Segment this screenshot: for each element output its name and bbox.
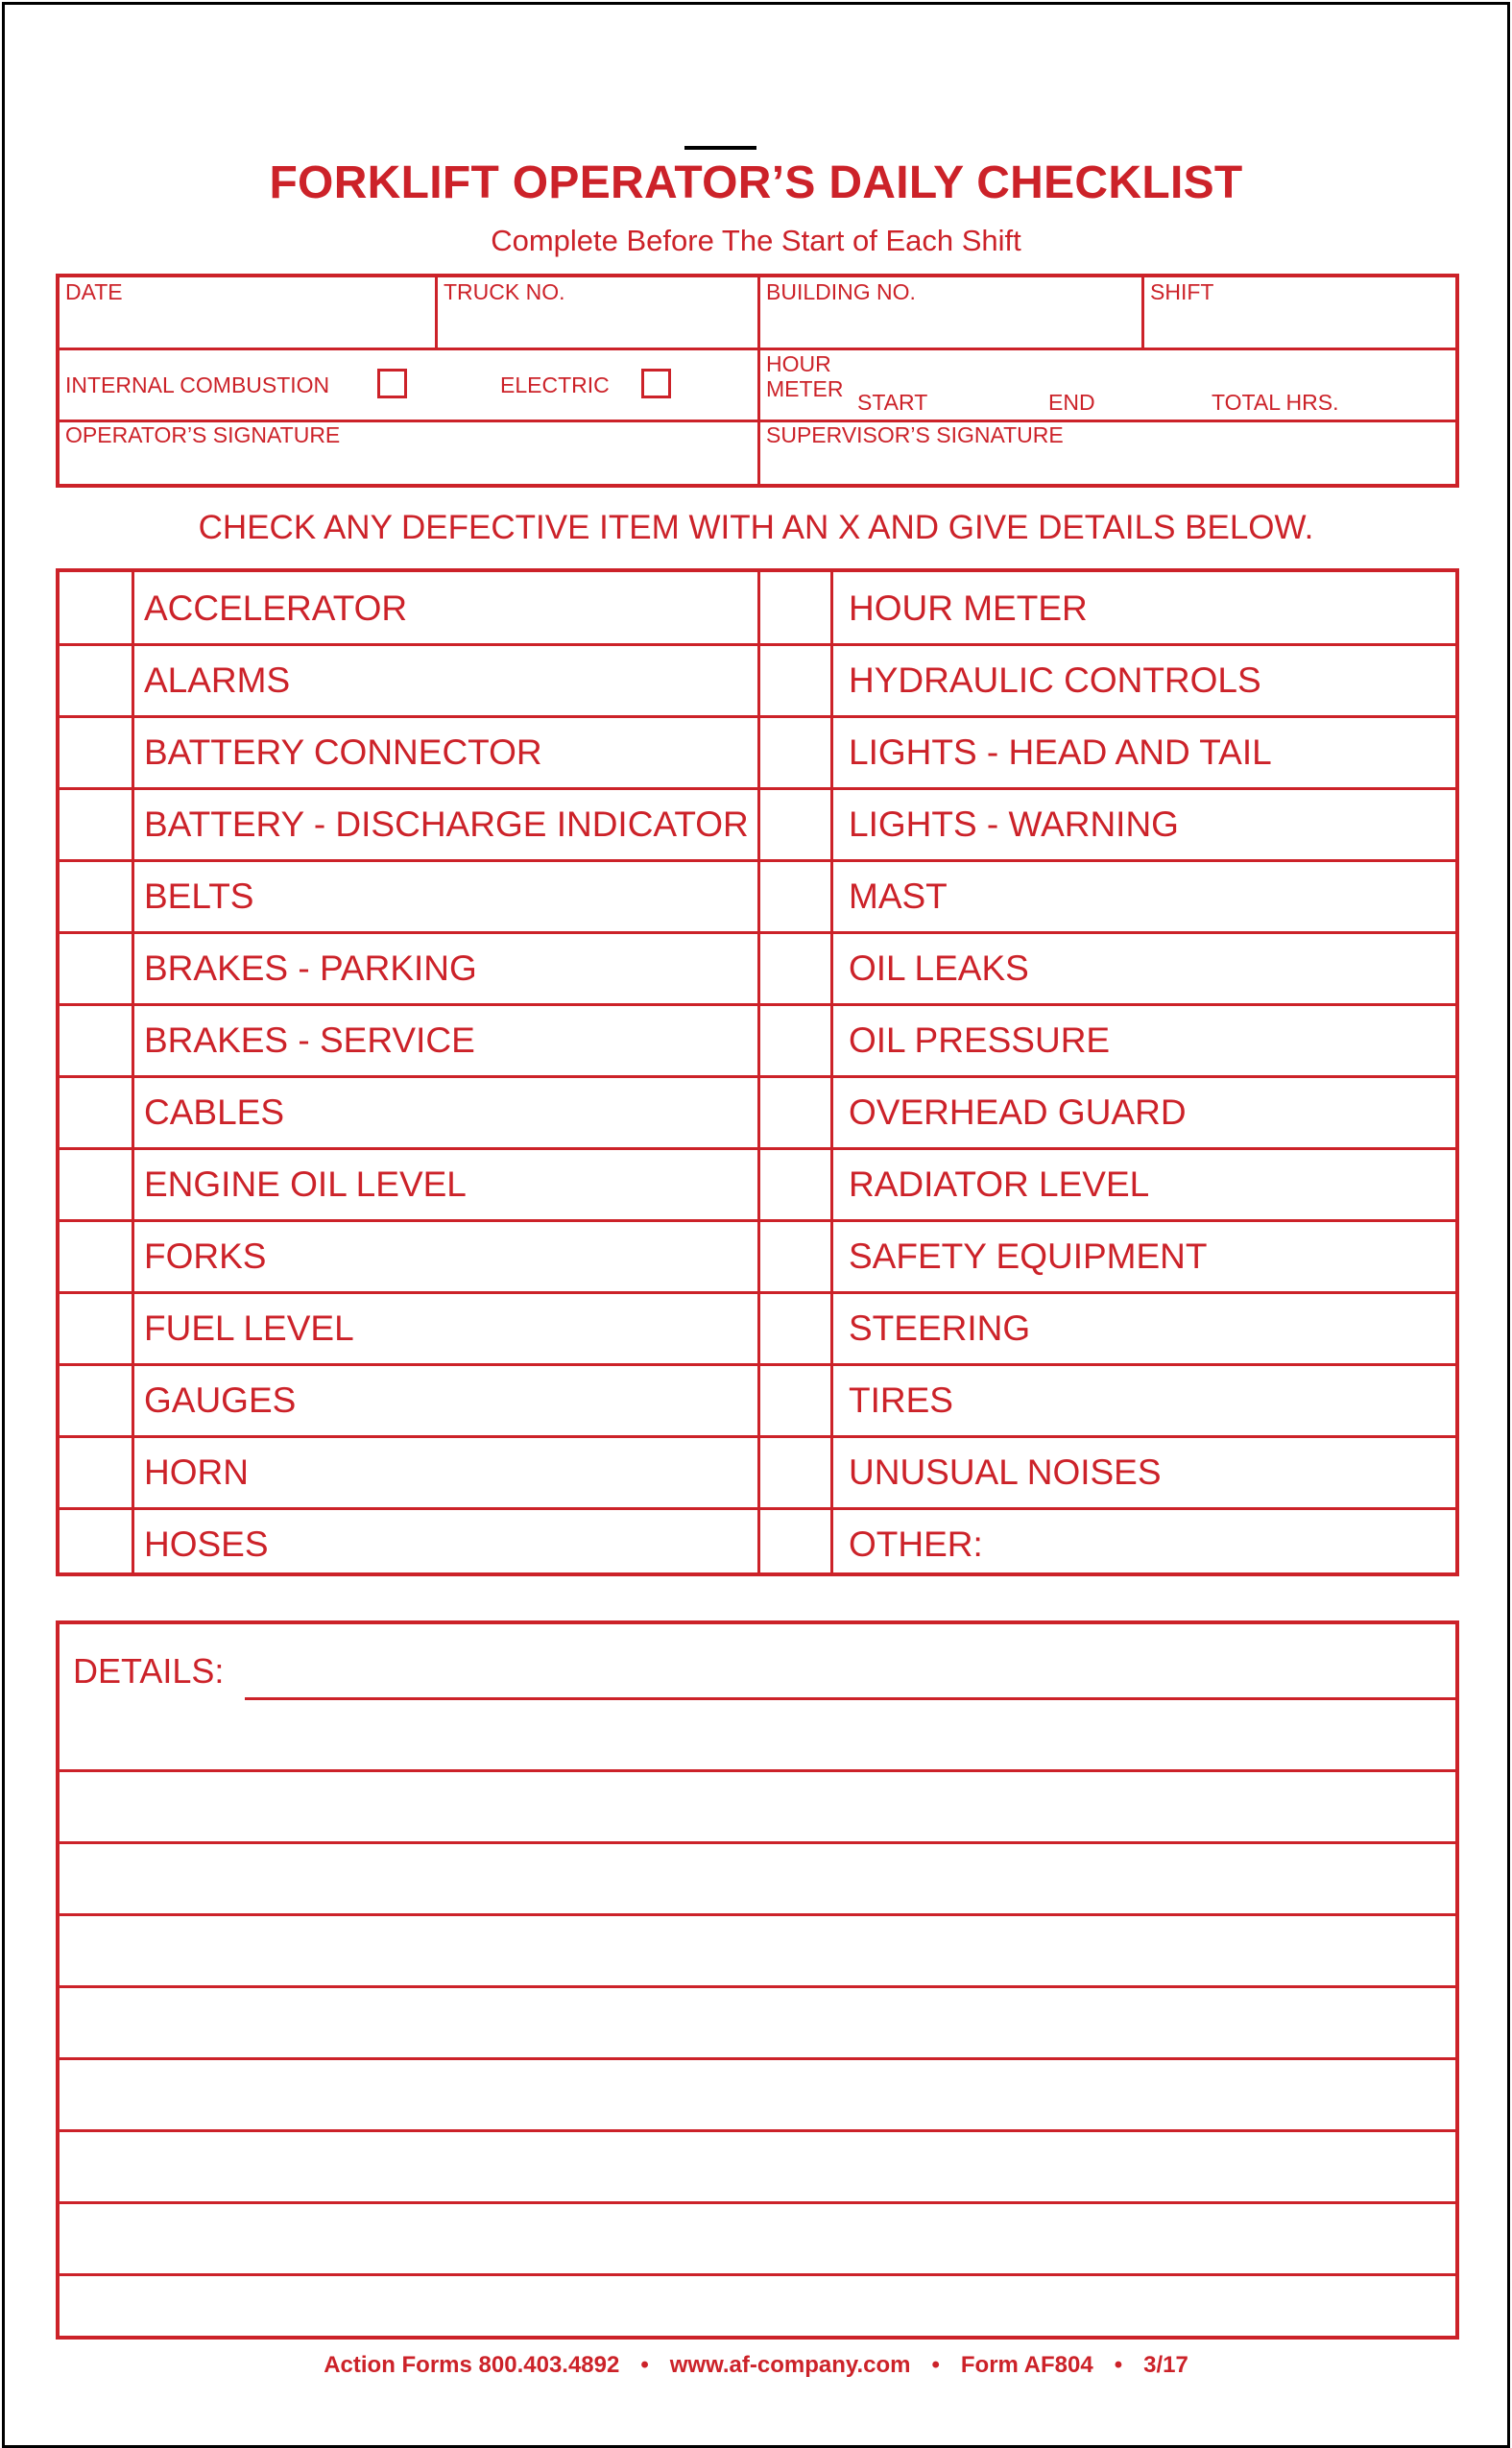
checkbox-cell-left[interactable] xyxy=(60,1148,131,1219)
details-line[interactable] xyxy=(60,2201,1455,2204)
details-block xyxy=(56,1620,1459,2340)
checklist-item-left: ACCELERATOR xyxy=(144,588,408,628)
footer-separator: • xyxy=(1114,2352,1123,2378)
checkbox-cell-right[interactable] xyxy=(760,1364,829,1435)
meter-label: METER xyxy=(766,376,844,401)
checkbox-cell-left[interactable] xyxy=(60,1004,131,1075)
truck-no-field[interactable]: TRUCK NO. xyxy=(444,279,565,304)
checklist-item-right: MAST xyxy=(849,876,948,916)
hour-label: HOUR xyxy=(766,351,831,376)
footer-website[interactable]: www.af-company.com xyxy=(669,2352,911,2378)
checkbox-cell-left[interactable] xyxy=(60,716,131,787)
top-dash xyxy=(684,146,756,150)
checkbox-cell-left[interactable] xyxy=(60,788,131,859)
checkbox-cell-right[interactable] xyxy=(760,644,829,715)
checklist-item-right: UNUSUAL NOISES xyxy=(849,1452,1162,1492)
checklist-item-left: BATTERY - DISCHARGE INDICATOR xyxy=(144,804,749,844)
checkbox-cell-right[interactable] xyxy=(760,1292,829,1363)
checklist-item-right: HYDRAULIC CONTROLS xyxy=(849,660,1261,700)
details-line[interactable] xyxy=(60,1985,1455,1988)
column-divider xyxy=(830,572,833,1572)
checklist-item-right: LIGHTS - WARNING xyxy=(849,804,1179,844)
checkbox-cell-right[interactable] xyxy=(760,572,829,643)
checkbox-cell-left[interactable] xyxy=(60,1220,131,1291)
column-divider xyxy=(132,572,134,1572)
details-line[interactable] xyxy=(60,2273,1455,2276)
footer-form-number: Form AF804 xyxy=(960,2352,1093,2378)
footer-company: Action Forms 800.403.4892 xyxy=(324,2352,620,2378)
details-label: DETAILS: xyxy=(73,1651,225,1691)
checkbox-cell-left[interactable] xyxy=(60,1436,131,1507)
electric-label: ELECTRIC xyxy=(500,372,610,397)
checklist-item-left: ALARMS xyxy=(144,660,291,700)
details-line[interactable] xyxy=(60,2057,1455,2060)
building-no-field[interactable]: BUILDING NO. xyxy=(766,279,916,304)
divider xyxy=(1141,277,1144,349)
checkbox-cell-left[interactable] xyxy=(60,1076,131,1147)
checklist-item-left: BATTERY CONNECTOR xyxy=(144,732,542,772)
checkbox-cell-right[interactable] xyxy=(760,1220,829,1291)
checklist-item-right: HOUR METER xyxy=(849,588,1088,628)
divider xyxy=(757,277,760,484)
checkbox-cell-left[interactable] xyxy=(60,932,131,1003)
internal-combustion-checkbox[interactable] xyxy=(377,369,407,398)
supervisor-signature-field[interactable]: SUPERVISOR’S SIGNATURE xyxy=(766,422,1064,447)
operator-signature-field[interactable]: OPERATOR’S SIGNATURE xyxy=(65,422,341,447)
total-hours-field[interactable]: TOTAL HRS. xyxy=(1212,390,1339,415)
checkbox-cell-right[interactable] xyxy=(760,1508,829,1579)
checklist-item-right: OIL LEAKS xyxy=(849,948,1029,988)
checkbox-cell-left[interactable] xyxy=(60,644,131,715)
details-line[interactable] xyxy=(245,1697,1455,1700)
checklist-item-left: FORKS xyxy=(144,1236,267,1276)
checklist-item-left: CABLES xyxy=(144,1092,285,1132)
checklist-item-right: SAFETY EQUIPMENT xyxy=(849,1236,1208,1276)
details-line[interactable] xyxy=(60,1913,1455,1916)
checkbox-cell-right[interactable] xyxy=(760,1076,829,1147)
footer-separator: • xyxy=(931,2352,940,2378)
checklist-item-left: BRAKES - SERVICE xyxy=(144,1020,475,1060)
checklist-item-right: OIL PRESSURE xyxy=(849,1020,1111,1060)
checklist-table xyxy=(56,568,1459,1576)
footer xyxy=(0,2352,1512,2379)
checkbox-cell-right[interactable] xyxy=(760,716,829,787)
checklist-item-left: HOSES xyxy=(144,1524,269,1564)
divider xyxy=(435,277,438,349)
checklist-item-left: ENGINE OIL LEVEL xyxy=(144,1164,467,1204)
hour-meter-start-field[interactable]: START xyxy=(857,390,928,415)
details-line[interactable] xyxy=(60,1769,1455,1772)
checklist-item-left: GAUGES xyxy=(144,1380,297,1420)
checkbox-cell-right[interactable] xyxy=(760,788,829,859)
footer-revision: 3/17 xyxy=(1143,2352,1188,2378)
checklist-item-right: RADIATOR LEVEL xyxy=(849,1164,1150,1204)
instructions: CHECK ANY DEFECTIVE ITEM WITH AN X AND GIVE DETAILS BELOW. xyxy=(198,509,1314,546)
checkbox-cell-right[interactable] xyxy=(760,860,829,931)
checklist-item-right: TIRES xyxy=(849,1380,953,1420)
checkbox-cell-right[interactable] xyxy=(760,1148,829,1219)
date-field[interactable]: DATE xyxy=(65,279,123,304)
checklist-item-left: BELTS xyxy=(144,876,254,916)
checkbox-cell-right[interactable] xyxy=(760,1004,829,1075)
checkbox-cell-left[interactable] xyxy=(60,572,131,643)
hour-meter-end-field[interactable]: END xyxy=(1048,390,1095,415)
checkbox-cell-left[interactable] xyxy=(60,1508,131,1579)
checkbox-cell-left[interactable] xyxy=(60,1292,131,1363)
form-title: FORKLIFT OPERATOR’S DAILY CHECKLIST xyxy=(269,157,1243,208)
checklist-item-left: FUEL LEVEL xyxy=(144,1308,354,1348)
checklist-item-right: OVERHEAD GUARD xyxy=(849,1092,1187,1132)
details-line[interactable] xyxy=(60,1841,1455,1844)
checkbox-cell-right[interactable] xyxy=(760,1436,829,1507)
footer-separator: • xyxy=(640,2352,649,2378)
internal-combustion-label: INTERNAL COMBUSTION xyxy=(65,372,330,397)
details-line[interactable] xyxy=(60,2129,1455,2132)
checklist-item-right: STEERING xyxy=(849,1308,1031,1348)
header-info-block xyxy=(56,274,1459,488)
electric-checkbox[interactable] xyxy=(641,369,671,398)
checklist-item-right: LIGHTS - HEAD AND TAIL xyxy=(849,732,1272,772)
shift-field[interactable]: SHIFT xyxy=(1150,279,1214,304)
checkbox-cell-right[interactable] xyxy=(760,932,829,1003)
form-subtitle: Complete Before The Start of Each Shift xyxy=(491,224,1021,257)
checkbox-cell-left[interactable] xyxy=(60,860,131,931)
checklist-item-left: HORN xyxy=(144,1452,249,1492)
checkbox-cell-left[interactable] xyxy=(60,1364,131,1435)
checklist-item-left: BRAKES - PARKING xyxy=(144,948,477,988)
checklist-item-right: OTHER: xyxy=(849,1524,983,1564)
